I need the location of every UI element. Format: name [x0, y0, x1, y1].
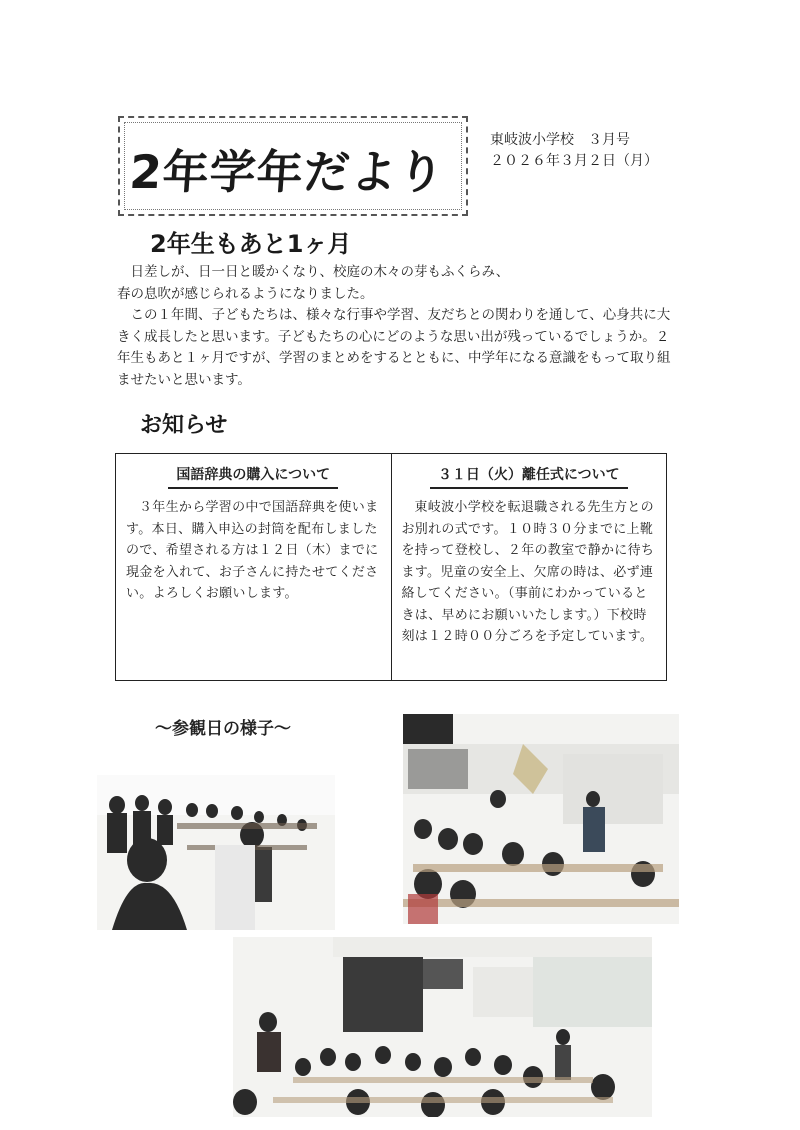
section-heading-month-left: 2年生もあと1ヶ月: [150, 230, 352, 258]
intro-paragraph: この１年間、子どもたちは、様々な行事や学習、友だちとの関わりを通して、心身共に大きく成長したと思います。子どもたちの心にどのような思い出が残っているでしょうか。２年生もあと１ヶ月ですが、学習のまとめをするとともに、中学年になる意識をもって取り組ませたいと思います。: [117, 307, 671, 388]
page-title: 2年学年だより: [127, 145, 447, 199]
intro-paragraph: 日差しが、日一日と暖かくなり、校庭の木々の芽もふくらみ、: [117, 264, 510, 280]
notice-dictionary: [116, 454, 391, 680]
notice-body: ３年生から学習の中で国語辞典を使います。本日、購入申込の封筒を配布しましたので、希望される方は１２日（木）までに現金を入れて、お子さんに持たせてください。よろしくお願いします。: [126, 500, 379, 601]
school-name-issue: 東岐波小学校 ３月号: [490, 132, 630, 148]
school-info: [490, 130, 658, 172]
notice-body: 東岐波小学校を転退職される先生方とのお別れの式です。１０時３０分までに上靴を持って登校し、２年の教室で静かに待ちます。児童の安全上、欠席の時は、必ず連絡してください。（事前にわかっているときは、早めにお願いいたします。）下校時刻は１２時００分ごろを予定しています。: [401, 500, 655, 644]
notice-table: [115, 453, 667, 681]
notice-farewell-ceremony: [391, 454, 667, 680]
photo-parents-audience: [97, 775, 335, 930]
issue-date: ２０２６年３月２日（月）: [490, 153, 658, 169]
notice-title: 国語辞典の購入について: [168, 464, 338, 489]
photo-classroom-teacher: [403, 714, 679, 924]
notice-title: ３１日（火）離任式について: [430, 464, 628, 489]
section-heading-notices: お知らせ: [140, 413, 228, 438]
section-heading-open-class: ～参観日の様子～: [155, 719, 291, 739]
intro-text: [117, 262, 677, 392]
photo-classroom-audience: [233, 937, 652, 1117]
intro-paragraph: 春の息吹が感じられるようになりました。: [117, 285, 374, 302]
